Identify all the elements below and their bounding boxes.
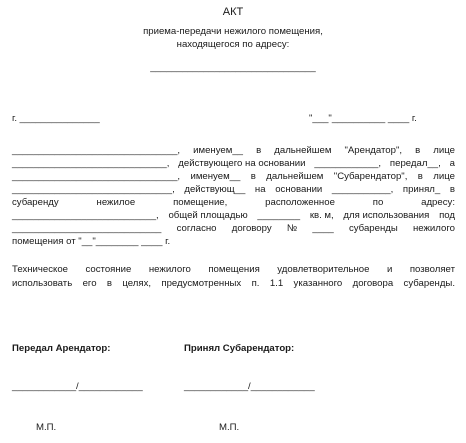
word: в [415, 145, 421, 156]
word: _______________________________, [12, 145, 181, 156]
word: на [254, 184, 266, 195]
word: именуем__ [193, 145, 244, 156]
word: "Арендатор", [344, 145, 403, 156]
word: позволяет [409, 264, 455, 275]
word: помещение, [173, 197, 228, 208]
word: ________ [257, 210, 301, 221]
word: помещения [208, 264, 260, 275]
condition-row-1 [12, 264, 455, 276]
parties-row-8: помещения от "__"________ ____ г. [12, 236, 171, 247]
word: для использования [343, 210, 430, 221]
parties-row-5 [12, 197, 455, 209]
parties-row-6 [12, 210, 455, 222]
word: в [417, 171, 423, 182]
parties-row-4 [12, 184, 455, 196]
word: нежилое [96, 197, 136, 208]
parties-row-7 [12, 223, 455, 235]
left-stamp-label: М.П. [36, 422, 57, 433]
address-blank-line: _______________________________ [150, 62, 316, 73]
word: в [256, 145, 262, 156]
word: в [449, 184, 455, 195]
word: ___________________________, [12, 210, 159, 221]
word: состояние [85, 264, 132, 275]
word: действующ__ [184, 184, 246, 195]
word: именуем__ [190, 171, 241, 182]
word: нежилого [412, 223, 455, 234]
word: кв. м, [309, 210, 334, 221]
word: ___________, [331, 184, 394, 195]
date-field: "___"__________ ____ г. [309, 113, 417, 124]
word: лице [433, 171, 455, 182]
word: по [372, 197, 384, 208]
word: его [82, 278, 97, 289]
word: договора [352, 278, 394, 289]
word: субаренды. [403, 278, 455, 289]
word: _______________________________, [12, 171, 181, 182]
word: № [286, 223, 298, 234]
left-signature-line: ____________/____________ [12, 381, 143, 392]
word: передал__, [389, 158, 441, 169]
word: согласно [176, 223, 217, 234]
word: принял_ [402, 184, 441, 195]
word: п. [251, 278, 260, 289]
document-title: АКТ [222, 6, 244, 18]
word: дальнейшем [274, 145, 332, 156]
word: субаренду [12, 197, 59, 208]
word: предусмотренных [161, 278, 242, 289]
document-subtitle-line-2: находящегося по адресу: [176, 39, 290, 50]
parties-row-3 [12, 171, 455, 183]
word: использовать [12, 278, 73, 289]
word: субаренды [348, 223, 398, 234]
word: ____________, [314, 158, 382, 169]
word: расположенное [265, 197, 335, 208]
word: основании [275, 184, 323, 195]
word: ____________________________ [12, 223, 162, 234]
word: ______________________________, [12, 184, 175, 195]
word: нежилого [148, 264, 191, 275]
condition-row-2 [12, 278, 455, 290]
word: 1.1 [269, 278, 284, 289]
city-field: г. _______________ [12, 113, 100, 124]
word: указанного [293, 278, 343, 289]
word: лице [433, 145, 455, 156]
word: действующего на основании [178, 158, 306, 169]
word: и [386, 264, 393, 275]
parties-row-2 [12, 158, 455, 170]
right-signature-line: ____________/____________ [184, 381, 315, 392]
word: а [449, 158, 455, 169]
word: _____________________________, [12, 158, 170, 169]
word: в [106, 278, 113, 289]
word: общей площадью [168, 210, 248, 221]
word: под [439, 210, 455, 221]
word: Техническое [12, 264, 69, 275]
word: дальнейшем [266, 171, 324, 182]
word: удовлетворительное [277, 264, 370, 275]
word: ____ [312, 223, 334, 234]
parties-row-1 [12, 145, 455, 157]
right-stamp-label: М.П. [219, 422, 240, 433]
right-signature-label: Принял Субарендатор: [184, 343, 295, 354]
word: целях, [122, 278, 152, 289]
word: "Субарендатор", [333, 171, 408, 182]
word: в [250, 171, 256, 182]
left-signature-label: Передал Арендатор: [12, 343, 111, 354]
document-subtitle-line-1: приема-передачи нежилого помещения, [143, 26, 323, 37]
word: договору [231, 223, 272, 234]
word: адресу: [421, 197, 455, 208]
